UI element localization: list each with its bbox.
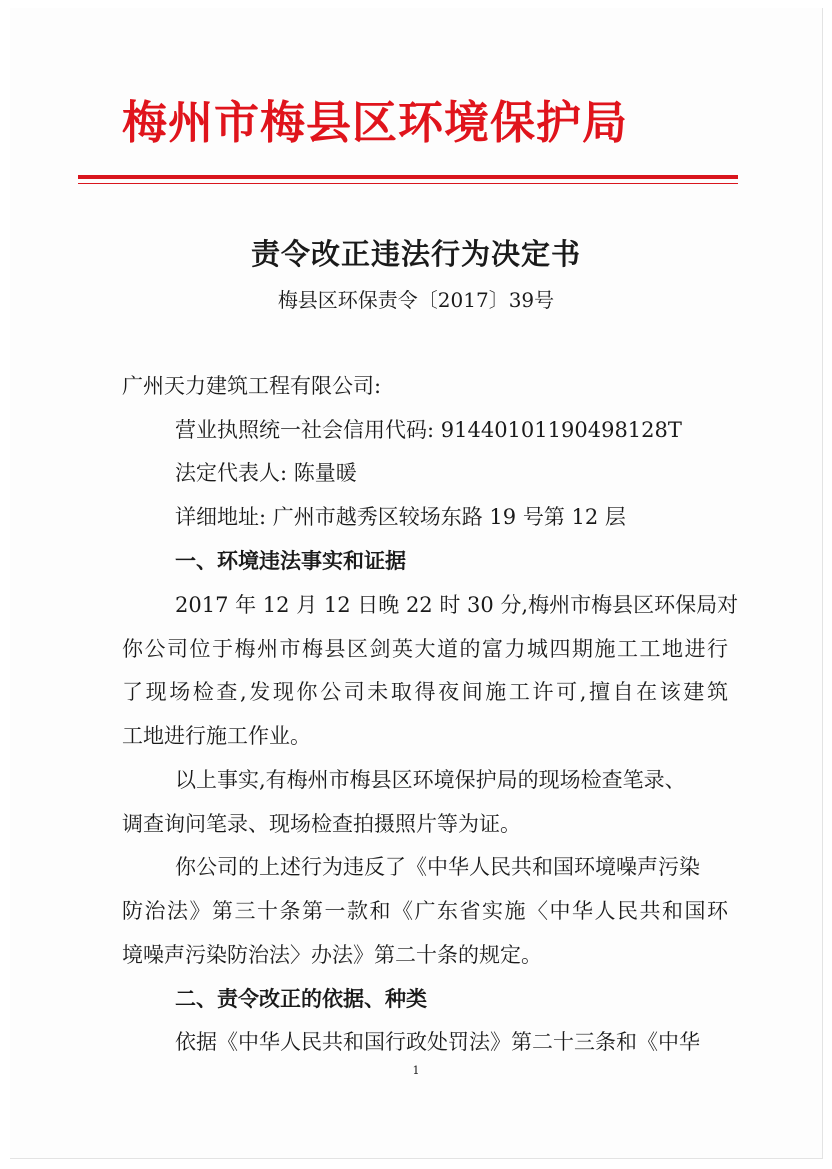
document-number: 梅县区环保责令〔2017〕39号 xyxy=(277,288,555,312)
document-title: 责令改正违法行为决定书 xyxy=(250,237,581,271)
letterhead-org-name: 梅州市梅县区环境保护局 xyxy=(122,96,629,149)
paragraph-line: 了现场检查,发现你公司未取得夜间施工许可,擅自在该建筑 xyxy=(122,680,728,704)
recipient-address: 详细地址: 广州市越秀区较场东路 19 号第 12 层 xyxy=(175,505,626,529)
paragraph-line: 依据《中华人民共和国行政处罚法》第二十三条和《中华 xyxy=(175,1030,700,1054)
letterhead-red-rule xyxy=(78,175,738,179)
paragraph-line: 调查询问笔录、现场检查拍摄照片等为证。 xyxy=(122,812,521,836)
section-2-heading: 二、责令改正的依据、种类 xyxy=(175,986,427,1011)
section-1-heading: 一、环境违法事实和证据 xyxy=(175,548,406,573)
letterhead-red-rule-thin xyxy=(78,183,738,184)
recipient-legal-rep: 法定代表人: 陈量暖 xyxy=(175,461,357,485)
paragraph-line: 以上事实,有梅州市梅县区环境保护局的现场检查笔录、 xyxy=(175,768,686,792)
paragraph-line: 境噪声污染防治法〉办法》第二十条的规定。 xyxy=(122,943,542,967)
paragraph-line: 你公司的上述行为违反了《中华人民共和国环境噪声污染 xyxy=(175,855,700,879)
paragraph-line: 工地进行施工作业。 xyxy=(122,724,311,748)
paragraph-line: 防治法》第三十条第一款和《广东省实施〈中华人民共和国环 xyxy=(122,899,728,923)
paragraph-line: 你公司位于梅州市梅县区剑英大道的富力城四期施工工地进行 xyxy=(122,637,728,661)
recipient-credit-code: 营业执照统一社会信用代码: 91440101190498128T xyxy=(175,418,682,442)
paragraph-line: 2017 年 12 月 12 日晚 22 时 30 分,梅州市梅县区环保局对 xyxy=(175,593,739,617)
page-number: 1 xyxy=(412,1064,420,1077)
recipient-name: 广州天力建筑工程有限公司: xyxy=(122,374,382,398)
